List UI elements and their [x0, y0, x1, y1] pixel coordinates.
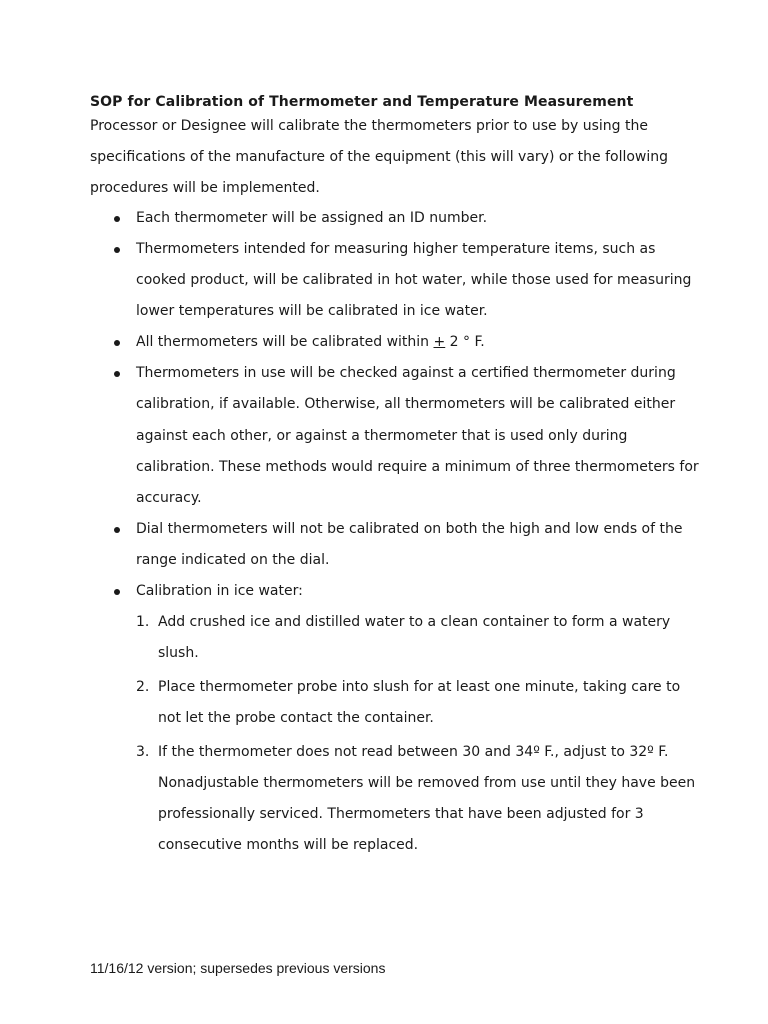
- step-text: Add crushed ice and distilled water to a clean container to form a watery: [158, 614, 671, 630]
- bullet-text: Dial thermometers will not be calibrated on both the high and low ends of the: [136, 521, 683, 537]
- bullet-text: Each thermometer will be assigned an ID number.: [136, 210, 488, 226]
- step-text: Place thermometer probe into slush for at least one minute, taking care to: [158, 679, 681, 695]
- bullet-icon: [114, 340, 120, 346]
- document-title: SOP for Calibration of Thermometer and Temperature Measurement: [90, 94, 634, 110]
- bullet-text: cooked product, will be calibrated in hot water, while those used for measuring: [136, 272, 692, 288]
- bullet-text-suffix: 2 ° F.: [445, 334, 485, 350]
- bullet-text: Calibration in ice water:: [136, 583, 303, 599]
- bullet-text: [136, 334, 485, 350]
- step-text: slush.: [158, 645, 199, 661]
- intro-line: Processor or Designee will calibrate the thermometers prior to use by using the: [90, 118, 648, 134]
- bullet-icon: [114, 216, 120, 222]
- bullet-icon: [114, 371, 120, 377]
- step-number: 3.: [136, 744, 150, 760]
- bullet-text: range indicated on the dial.: [136, 552, 330, 568]
- step-text: professionally serviced. Thermometers that have been adjusted for 3: [158, 806, 644, 822]
- step-text: not let the probe contact the container.: [158, 710, 434, 726]
- bullet-text: lower temperatures will be calibrated in ice water.: [136, 303, 488, 319]
- document-footer: 11/16/12 version; supersedes previous versions: [90, 960, 386, 976]
- bullet-text-prefix: All thermometers will be calibrated within: [136, 334, 434, 350]
- bullet-text: accuracy.: [136, 490, 202, 506]
- bullet-icon: [114, 589, 120, 595]
- step-number: 1.: [136, 614, 150, 630]
- bullet-text: calibration. These methods would require a minimum of three thermometers for: [136, 459, 699, 475]
- bullet-text: Thermometers intended for measuring higher temperature items, such as: [136, 241, 656, 257]
- bullet-icon: [114, 247, 120, 253]
- bullet-text: calibration, if available. Otherwise, all thermometers will be calibrated either: [136, 396, 676, 412]
- step-number: 2.: [136, 679, 150, 695]
- intro-line: procedures will be implemented.: [90, 180, 320, 196]
- bullet-icon: [114, 527, 120, 533]
- bullet-text: Thermometers in use will be checked against a certified thermometer during: [136, 365, 676, 381]
- plus-minus-sign: +: [433, 334, 446, 350]
- step-text: consecutive months will be replaced.: [158, 837, 419, 853]
- step-text: Nonadjustable thermometers will be removed from use until they have been: [158, 775, 696, 791]
- bullet-text: against each other, or against a thermometer that is used only during: [136, 428, 628, 444]
- intro-line: specifications of the manufacture of the equipment (this will vary) or the following: [90, 149, 669, 165]
- step-text: If the thermometer does not read between 30 and 34º F., adjust to 32º F.: [158, 744, 669, 760]
